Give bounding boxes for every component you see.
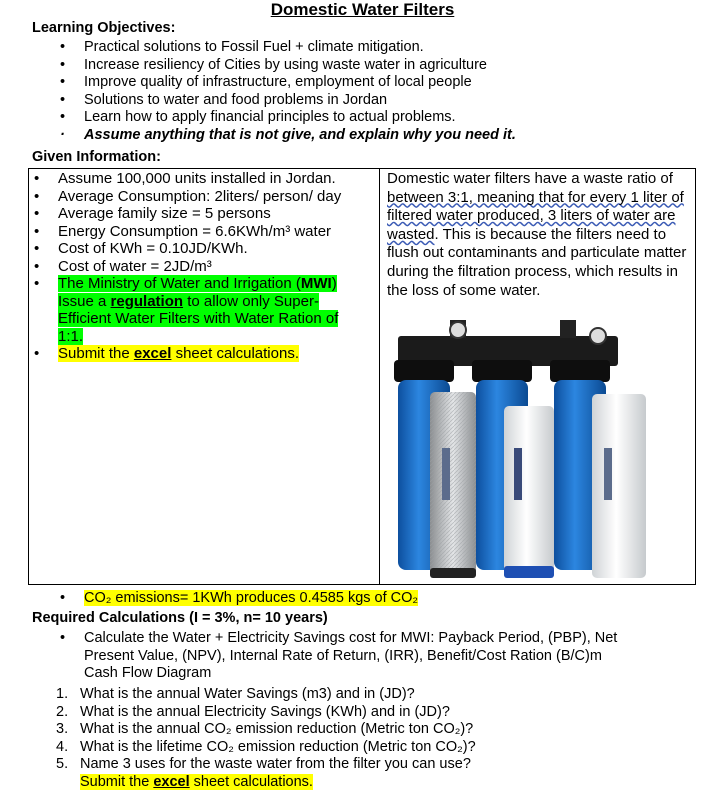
- submit-item: • Submit the excel sheet calculations.: [32, 345, 362, 363]
- water-filter-photo: [390, 318, 686, 580]
- given-item: • Average family size = 5 persons: [32, 205, 362, 223]
- objective-item: • Improve quality of infrastructure, employment of local people: [36, 74, 716, 92]
- submit-final: Submit the excel sheet calculations.: [80, 773, 313, 790]
- objective-assume: · Assume anything that is not give, and explain why you need it.: [36, 127, 716, 145]
- given-list: [32, 170, 362, 363]
- pressure-gauge-icon: [450, 322, 466, 338]
- question-item: 5. Name 3 uses for the waste water from the filter you can use?: [56, 756, 471, 773]
- given-item: • Cost of KWh = 0.10JD/KWh.: [32, 240, 362, 258]
- mwi-regulation-item: • The Ministry of Water and Irrigation (MWI) Issue a regulation to allow only Super-Efficient Water Filters with Water Ration of 1:1.: [32, 275, 362, 345]
- filter-cartridge: [592, 394, 646, 578]
- given-item: • Cost of water = 2JD/m³: [32, 258, 362, 276]
- given-heading: Given Information:: [32, 149, 161, 165]
- objectives-heading: Learning Objectives:: [32, 20, 176, 36]
- objective-item: • Practical solutions to Fossil Fuel + climate mitigation.: [36, 39, 716, 57]
- question-item: 1. What is the annual Water Savings (m3) and in (JD)?: [56, 686, 415, 702]
- given-item: • Assume 100,000 units installed in Jordan.: [32, 170, 362, 188]
- co2-item: • CO₂ emissions= 1KWh produces 0.4585 kgs of CO₂: [36, 590, 716, 608]
- page-title: Domestic Water Filters: [270, 0, 455, 19]
- pressure-gauge-icon: [590, 328, 606, 344]
- filter-cartridge: [504, 406, 554, 578]
- question-item: 3. What is the annual CO₂ emission reduction (Metric ton CO₂)?: [56, 721, 474, 738]
- objective-item: • Increase resiliency of Cities by using waste water in agriculture: [36, 57, 716, 75]
- given-item: • Average Consumption: 2liters/ person/ day: [32, 188, 362, 206]
- co2-list: [36, 590, 716, 608]
- objective-item: • Solutions to water and food problems in Jordan: [36, 92, 716, 110]
- objectives-list: [36, 39, 716, 144]
- questions-list: [32, 686, 712, 792]
- required-heading: Required Calculations (I = 3%, n= 10 years): [32, 610, 328, 626]
- question-item: 2. What is the annual Electricity Savings (KWh) and in (JD)?: [56, 703, 450, 720]
- table-divider: [379, 168, 380, 585]
- required-bullet-list: [36, 630, 636, 683]
- required-bullet: • Calculate the Water + Electricity Savings cost for MWI: Payback Period, (PBP), Net Present Value, (NPV), Internal Rate of Return, (IRR), Benefit/Cost Ration (B/C)m Cash Flow Diagram: [36, 630, 636, 683]
- question-item: 4. What is the lifetime CO₂ emission reduction (Metric ton CO₂)?: [56, 738, 476, 755]
- given-item: • Energy Consumption = 6.6KWh/m³ water: [32, 223, 362, 241]
- filter-description: Domestic water filters have a waste ratio of between 3:1, meaning that for every 1 liter of filtered water produced, 3 liters of water are wasted. This is because the filters need to flush out contaminants and particulate matter during the filtration process, which results in the loss of some water.: [387, 170, 687, 299]
- objective-item: • Learn how to apply financial principles to actual problems.: [36, 109, 716, 127]
